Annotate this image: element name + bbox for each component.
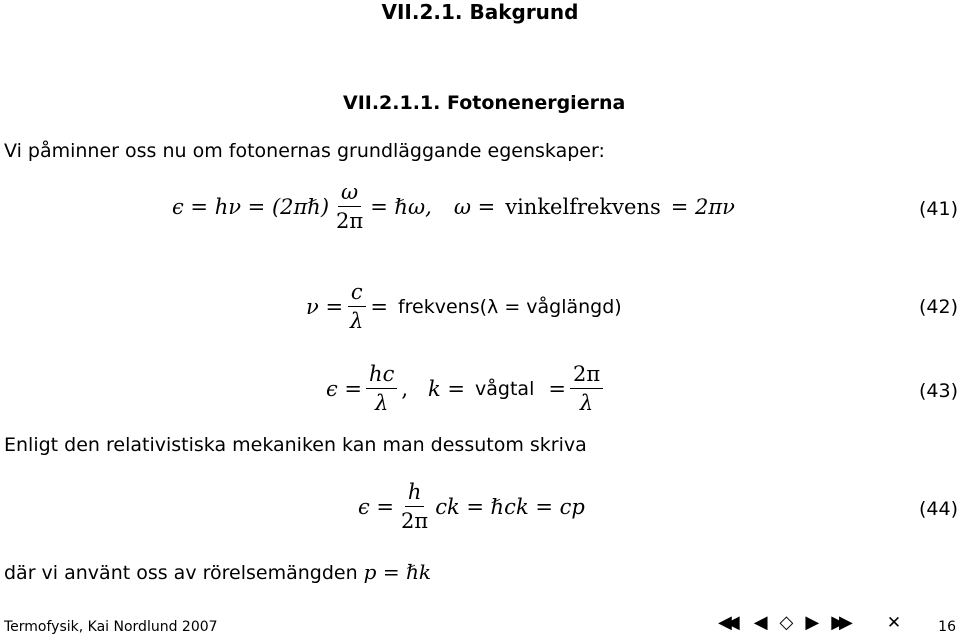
- eq43-frac2-num: 2π: [570, 362, 603, 389]
- eq42-text: frekvens(λ = våglängd): [397, 295, 622, 318]
- next-slide-icon[interactable]: ▶: [805, 612, 820, 633]
- eq44-rhs: ck = ℏck = cp: [435, 494, 585, 519]
- eq41-def-var: ω =: [453, 194, 496, 219]
- page-number: 16: [938, 619, 956, 635]
- equation-44: [358, 480, 585, 533]
- first-slide-icon[interactable]: ◀◀: [718, 612, 734, 633]
- footer-author: Termofysik, Kai Nordlund 2007: [4, 619, 218, 635]
- equation-42: [306, 280, 622, 333]
- eq44-lhs: ϵ =: [358, 494, 395, 519]
- slide-navigation: [718, 614, 901, 632]
- eq44-number: (44): [918, 498, 958, 520]
- momentum-equation: p = ℏk: [363, 560, 431, 584]
- eq41-frac-den: 2π: [336, 209, 364, 234]
- eq43-word: vågtal: [475, 377, 535, 400]
- eq41-def-rhs: = 2πν: [670, 194, 735, 219]
- prev-slide-icon[interactable]: ◀: [753, 612, 768, 633]
- eq42-number: (42): [918, 296, 958, 318]
- equation-41: [172, 180, 735, 233]
- equation-43: [326, 362, 607, 415]
- eq43-lhs: ϵ =: [326, 376, 363, 401]
- eq43-fraction-2: [570, 362, 603, 415]
- eq43-frac1-den: λ: [375, 391, 389, 416]
- momentum-paragraph: [4, 560, 431, 584]
- eq42-fraction: [347, 280, 366, 333]
- toc-icon[interactable]: ◇: [779, 612, 794, 633]
- eq42-frac-num: c: [348, 280, 366, 307]
- relativistic-paragraph: Enligt den relativistiska mekaniken kan man dessutom skriva: [4, 434, 587, 456]
- eq44-frac-num: h: [405, 480, 425, 507]
- eq44-frac-den: 2π: [401, 509, 429, 534]
- close-icon[interactable]: ✕: [886, 612, 902, 633]
- eq42-lhs: ν =: [306, 294, 344, 319]
- eq43-comma: ,: [401, 376, 409, 401]
- eq41-number: (41): [918, 198, 958, 220]
- section-title: VII.2.1. Bakgrund: [381, 0, 579, 24]
- eq42-frac-den: λ: [350, 309, 364, 334]
- eq43-k-eq: k =: [428, 376, 466, 401]
- eq44-fraction: [398, 480, 431, 533]
- eq41-rhs: = ℏω,: [370, 194, 432, 219]
- eq42-eq: =: [370, 294, 388, 319]
- eq41-fraction: [333, 180, 366, 233]
- eq43-number: (43): [918, 380, 958, 402]
- eq43-frac1-num: hc: [366, 362, 397, 389]
- eq41-def-word: vinkelfrekvens: [505, 194, 661, 219]
- eq41-frac-num: ω: [338, 180, 361, 207]
- momentum-prefix: där vi använt oss av rörelsemängden: [4, 562, 358, 584]
- eq43-frac2-den: λ: [579, 391, 594, 416]
- eq43-eq: =: [548, 376, 566, 401]
- last-slide-icon[interactable]: ▶▶: [831, 612, 847, 633]
- eq43-fraction-1: [366, 362, 397, 415]
- eq41-lhs: ϵ = hν = (2πℏ): [172, 194, 330, 219]
- subsection-title: VII.2.1.1. Fotonenergierna: [343, 92, 626, 114]
- intro-paragraph: Vi påminner oss nu om fotonernas grundläggande egenskaper:: [4, 140, 605, 162]
